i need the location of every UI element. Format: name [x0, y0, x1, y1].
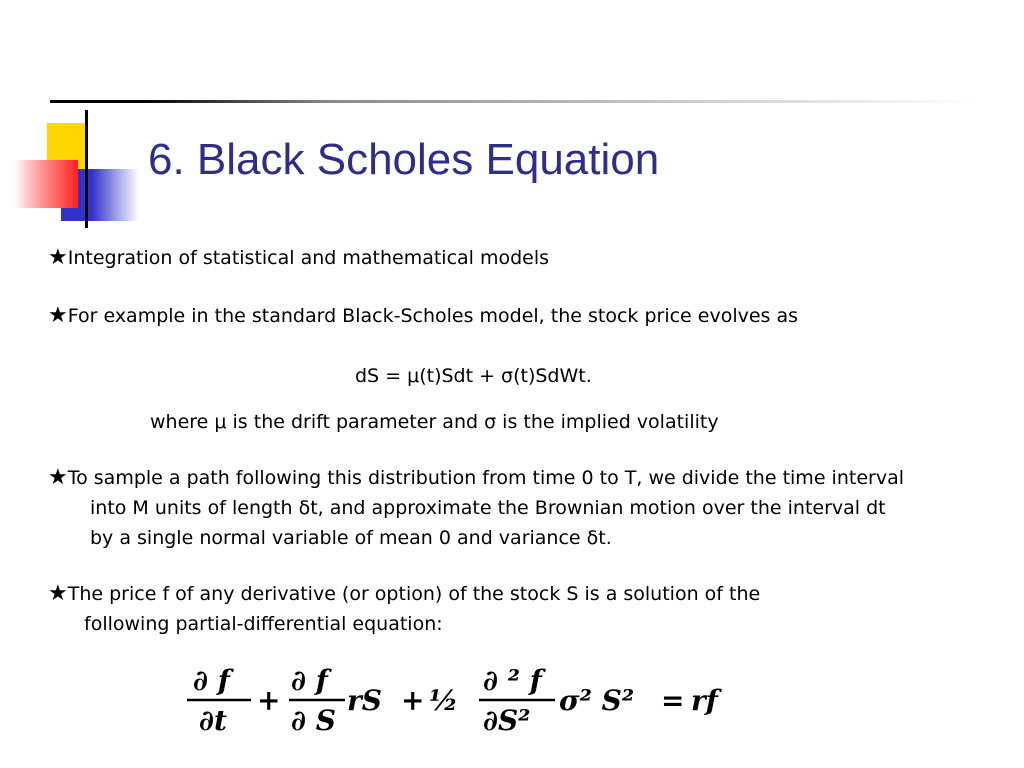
- vertical-rule: [85, 110, 88, 228]
- bullet-sampling: [48, 463, 904, 493]
- star-bullet-icon: ★: [48, 581, 68, 606]
- bullet-derivative-price: [48, 579, 760, 609]
- bullet-integration: [48, 243, 549, 273]
- red-square: [14, 160, 78, 208]
- pde-plus: +: [401, 684, 425, 717]
- pde-term2-coefficient: rS: [347, 684, 382, 717]
- star-bullet-icon: ★: [48, 245, 68, 270]
- bullet-text: For example in the standard Black-Scholes model, the stock price evolves as: [67, 305, 799, 327]
- pde-plus: +: [257, 684, 281, 717]
- bullet-example: [48, 301, 798, 331]
- star-bullet-icon: ★: [48, 303, 68, 328]
- bullet-text: Integration of statistical and mathematical models: [67, 247, 550, 269]
- bullet-text: To sample a path following this distribution from time 0 to T, we divide the time interval: [67, 467, 904, 489]
- title-underline-rule: [50, 100, 980, 103]
- pde-term3-coefficient: σ² S²: [559, 684, 635, 717]
- star-bullet-icon: ★: [48, 465, 68, 490]
- bullet-derivative-price-line2: following partial-differential equation:: [84, 613, 443, 635]
- where-explanation: where μ is the drift parameter and σ is the implied volatility: [150, 411, 719, 433]
- pde-half: ½: [429, 684, 459, 717]
- slide-title: 6. Black Scholes Equation: [148, 135, 660, 184]
- bullet-sampling-line3: by a single normal variable of mean 0 and variance δt.: [90, 527, 612, 549]
- bullet-sampling-line2: into M units of length δt, and approximate the Brownian motion over the interval dt: [90, 497, 886, 519]
- pde-term3-numerator: ∂ ² f: [483, 664, 542, 697]
- bullet-text: The price f of any derivative (or option) of the stock S is a solution of the: [67, 583, 761, 605]
- pde-rhs: rf: [691, 684, 718, 717]
- black-scholes-pde: [185, 660, 745, 740]
- stock-price-equation: dS = μ(t)Sdt + σ(t)SdWt.: [355, 365, 592, 387]
- pde-equals: =: [661, 684, 685, 717]
- pde-term2-denominator: ∂ S: [291, 704, 336, 737]
- pde-term2-numerator: ∂ f: [291, 664, 328, 697]
- pde-term1-denominator: ∂t: [199, 704, 227, 737]
- pde-term3-denominator: ∂S²: [483, 704, 531, 737]
- pde-term1-numerator: ∂ f: [193, 664, 230, 697]
- title-decoration: [0, 100, 150, 230]
